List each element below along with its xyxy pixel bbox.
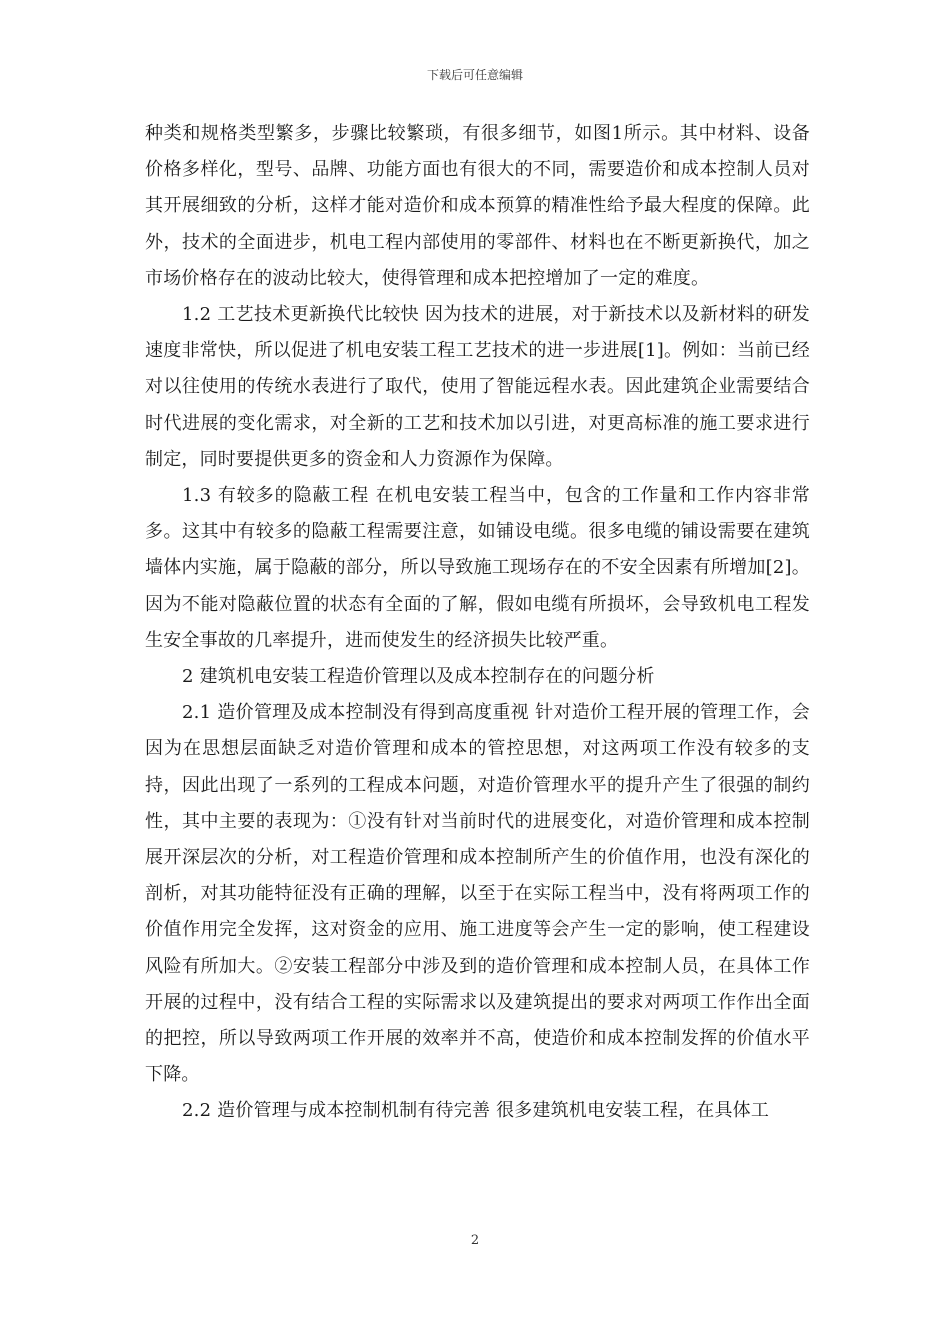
paragraph-section-2-1: 2.1 造价管理及成本控制没有得到高度重视 针对造价工程开展的管理工作，会因为在思想层面缺乏对造价管理和成本的管控思想，对这两项工作没有较多的支持，因此出现了一系列的工程成本问题，对造价管理水平的提升产生了很强的制约性，其中主要的表现为：①没有针对当前时代的进展变化，对造价管理和成本控制展开深层次的分析，对工程造价管理和成本控制所产生的价值作用，也没有深化的剖析，对其功能特征没有正确的理解，以至于在实际工程当中，没有将两项工作的价值作用完全发挥，这对资金的应用、施工进度等会产生一定的影响，使工程建设风险有所加大。②安装工程部分中涉及到的造价管理和成本控制人员，在具体工作开展的过程中，没有结合工程的实际需求以及建筑提出的要求对两项工作作出全面的把控，所以导致两项工作开展的效率并不高，使造价和成本控制发挥的价值水平下降。 (145, 702, 810, 1086)
page-number: 2 (470, 1233, 480, 1248)
paragraph-section-2-2: 2.2 造价管理与成本控制机制有待完善 很多建筑机电安装工程，在具体工 (182, 1100, 770, 1122)
section-heading-2: 2 建筑机电安装工程造价管理以及成本控制存在的问题分析 (182, 666, 655, 688)
page-header: 下载后可任意编辑 (426, 68, 523, 82)
document-body (145, 116, 810, 1130)
paragraph-section-1-3: 1.3 有较多的隐蔽工程 在机电安装工程当中，包含的工作量和工作内容非常多。这其中有较多的隐蔽工程需要注意，如铺设电缆。很多电缆的铺设需要在建筑墙体内实施，属于隐蔽的部分，所以导致施工现场存在的不安全因素有所增加[2]。因为不能对隐蔽位置的状态有全面的了解，假如电缆有所损坏，会导致机电工程发生安全事故的几率提升，进而使发生的经济损失比较严重。 (145, 485, 810, 651)
paragraph-continuation: 种类和规格类型繁多，步骤比较繁琐，有很多细节，如图1所示。其中材料、设备价格多样化，型号、品牌、功能方面也有很大的不同，需要造价和成本控制人员对其开展细致的分析，这样才能对造价和成本预算的精准性给予最大程度的保障。此外，技术的全面进步，机电工程内部使用的零部件、材料也在不断更新换代，加之市场价格存在的波动比较大，使得管理和成本把控增加了一定的难度。 (145, 123, 810, 289)
paragraph-section-1-2: 1.2 工艺技术更新换代比较快 因为技术的进展，对于新技术以及新材料的研发速度非常快，所以促进了机电安装工程工艺技术的进一步进展[1]。例如：当前已经对以往使用的传统水表进行了取代，使用了智能远程水表。因此建筑企业需要结合时代进展的变化需求，对全新的工艺和技术加以引进，对更高标准的施工要求进行制定，同时要提供更多的资金和人力资源作为保障。 (145, 304, 810, 470)
